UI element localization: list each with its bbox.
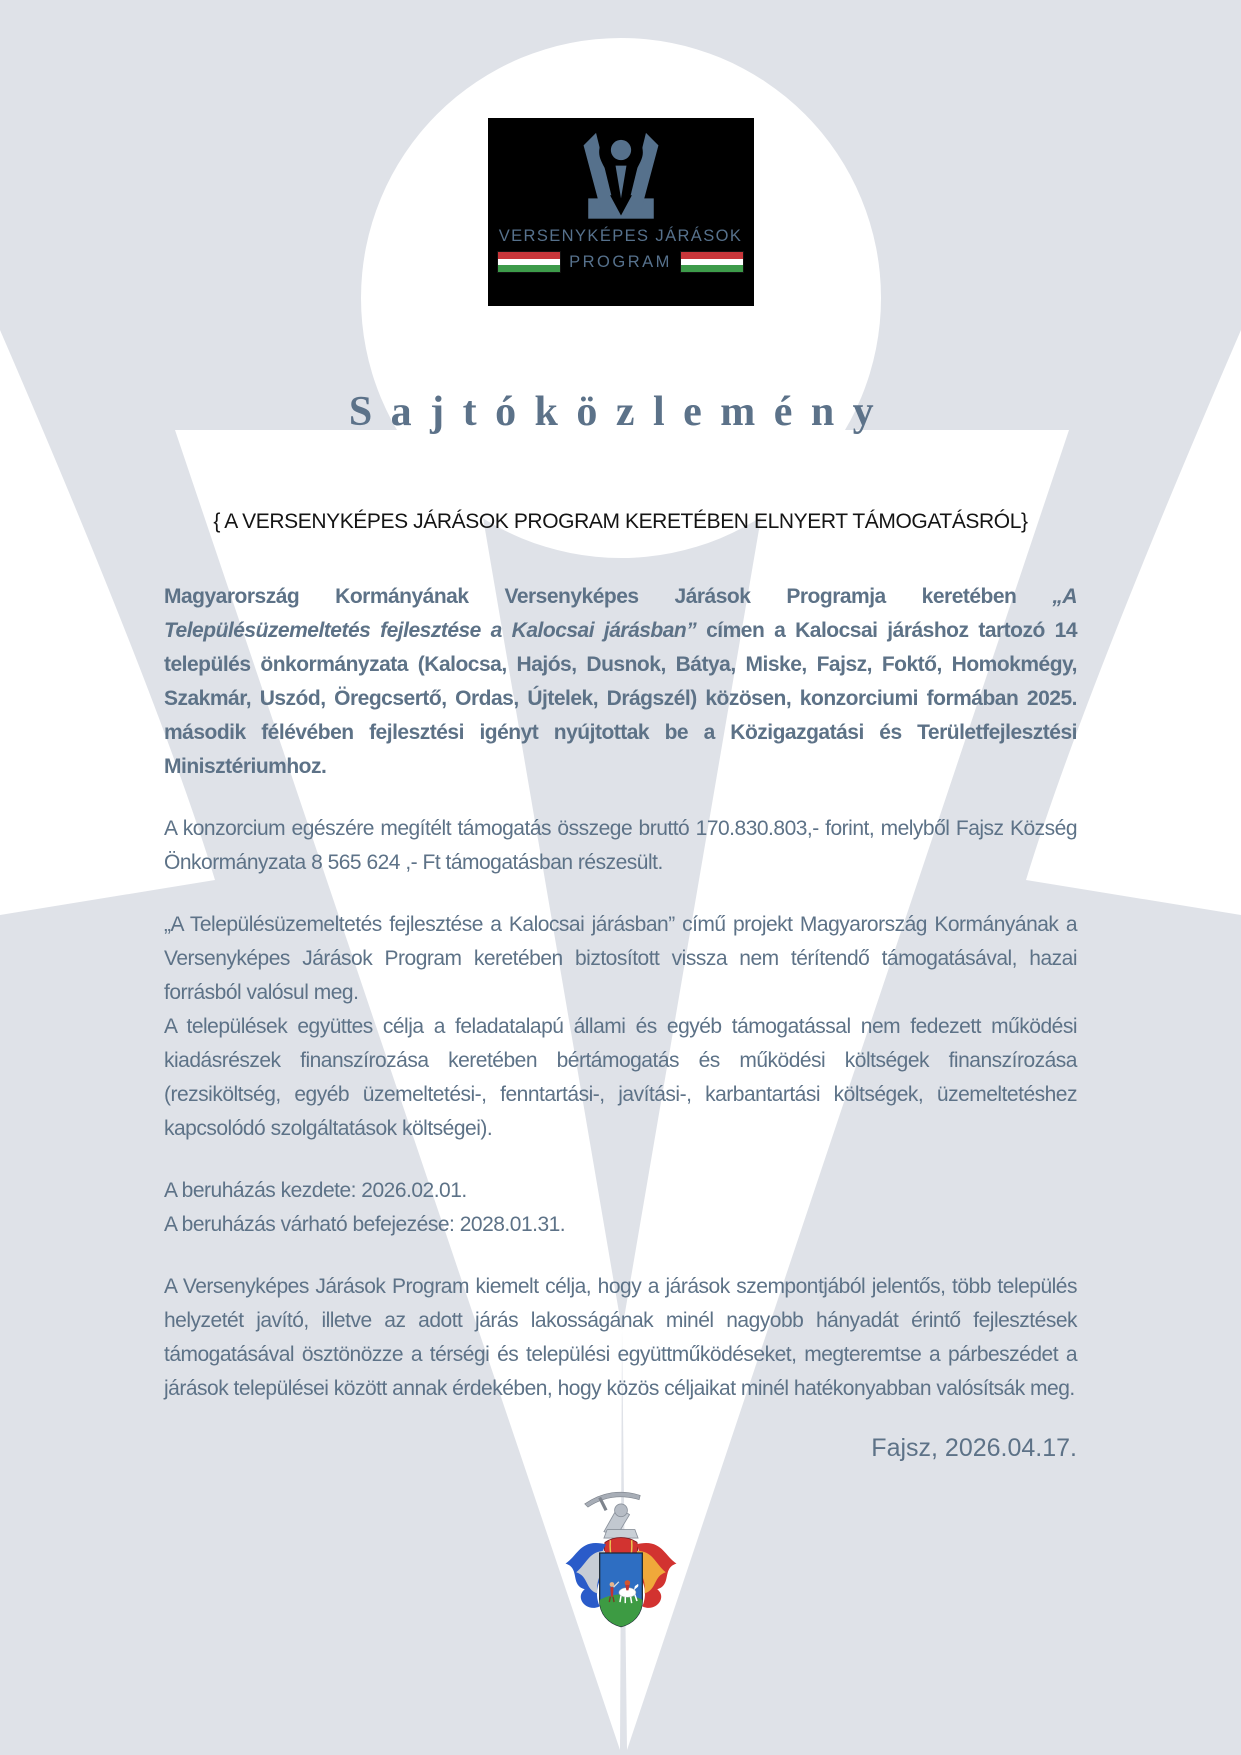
project-start-date: A beruházás kezdete: 2026.02.01.: [164, 1179, 467, 1202]
project-dates: [164, 1174, 1077, 1242]
paragraph-intro-pre: Magyarország Kormányának Versenyképes Járások Programja keretében: [164, 585, 1053, 608]
logo-title-line2: PROGRAM: [569, 252, 672, 271]
fajsz-coat-of-arms: [557, 1489, 685, 1649]
paragraph-funding-source: „A Településüzemeltetés fejlesztése a Kalocsai járásban” című projekt Magyarország Kormányának a Versenyképes Járások Program keretében biztosított vissza nem térítendő támogatásával, hazai forrásból valósul meg.: [164, 913, 1077, 1004]
page-subtitle: { A VERSENYKÉPES JÁRÁSOK PROGRAM KERETÉBEN ELNYERT TÁMOGATÁSRÓL}: [213, 510, 1028, 533]
program-logo: [488, 118, 754, 306]
page-title: Sajtóközlemény: [348, 389, 893, 435]
hungarian-flag-icon: [680, 251, 744, 273]
hungarian-flag-icon: [497, 251, 561, 273]
paragraph-intro-project-title: „A Településüzemeltetés fejlesztése a Kalocsai járásban”: [164, 585, 1077, 642]
paragraph-program-goal: A Versenyképes Járások Program kiemelt célja, hogy a járások szempontjából jelentős, több település helyzetét javító, illetve az adott járás lakosságának minél nagyobb hányadát érintő fejlesztések támogatásával ösztönözze a térségi és települési együttműködéseket, megteremtse a párbeszédet a járások települései között annak érdekében, hogy közös céljaikat minél hatékonyabban valósítsák meg.: [164, 1275, 1077, 1400]
press-release-body: [164, 580, 1077, 1406]
pin-v-mark-icon: [582, 131, 660, 219]
logo-program-row: [497, 251, 744, 273]
logo-title-line1: VERSENYKÉPES JÁRÁSOK: [498, 227, 743, 245]
paragraph-intro-post: címen a Kalocsai járáshoz tartozó 14 település önkormányzata (Kalocsa, Hajós, Dusnok, Bátya, Miske, Fajsz, Foktő, Homokmégy, Szakmár, Uszód, Öregcsertő, Ordas, Újtelek, Drágszél) közösen, konzorciumi formában 2025. második félévében fejlesztési igényt nyújtottak be a Közigazgatási és Területfejlesztési Minisztériumhoz.: [164, 619, 1077, 778]
paragraph-intro: [164, 580, 1077, 784]
paragraph-purpose: A települések együttes célja a feladatalapú állami és egyéb támogatással nem fedezett működési kiadásrészek finanszírozása keretében bértámogatás és működési költségek finanszírozása (rezsiköltség, egyéb üzemeltetési-, fenntartási-, javítási-, karbantartási költségek, üzemeltetéshez kapcsolódó szolgáltatások költségei).: [164, 1015, 1077, 1140]
project-end-date: A beruházás várható befejezése: 2028.01.31.: [164, 1213, 566, 1236]
paragraph-grant-amount: A konzorcium egészére megítélt támogatás összege bruttó 170.830.803,- forint, melyből Fajsz Község Önkormányzata 8 565 624 ,- Ft támogatásban részesült.: [164, 817, 1077, 874]
place-and-date: Fajsz, 2026.04.17.: [871, 1434, 1077, 1462]
